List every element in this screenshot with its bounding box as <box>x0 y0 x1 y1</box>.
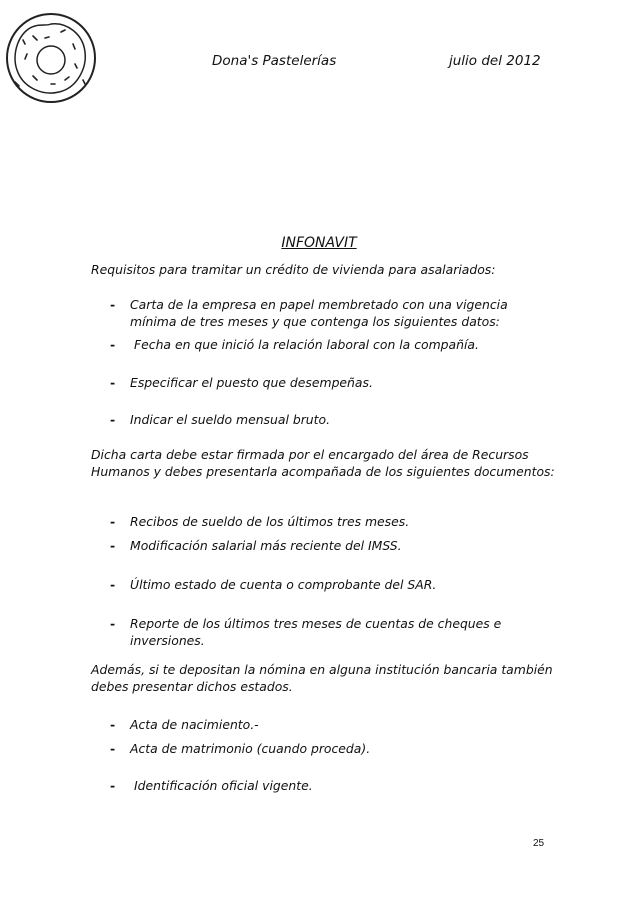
bullet-dash: - <box>110 577 116 592</box>
list-item-text: Carta de la empresa en papel membretado con una vigencia mínima de tres meses y que contenga los siguientes datos: <box>130 297 508 329</box>
list-item-text: Acta de nacimiento.- <box>130 717 259 732</box>
bullet-dash: - <box>110 412 116 427</box>
list-item <box>110 537 550 554</box>
list-item <box>110 740 550 757</box>
list-item <box>110 336 550 353</box>
bullet-dash: - <box>110 375 116 390</box>
bullet-dash: - <box>110 717 116 732</box>
list-item-text: Último estado de cuenta o comprobante del SAR. <box>130 577 437 592</box>
bullet-dash: - <box>110 616 116 631</box>
donut-logo-icon <box>3 10 99 106</box>
list-item-text: Recibos de sueldo de los últimos tres meses. <box>130 514 410 529</box>
bullet-dash: - <box>110 778 116 793</box>
list-item-text: Indicar el sueldo mensual bruto. <box>130 412 331 427</box>
list-item-text: Modificación salarial más reciente del IMSS. <box>130 538 402 553</box>
paragraph-nomina: Además, si te depositan la nómina en alguna institución bancaria también debes presentar dichos estados. <box>91 662 553 694</box>
bullet-dash: - <box>110 741 116 756</box>
list-item <box>110 777 550 794</box>
list-item <box>110 716 550 733</box>
bullet-dash: - <box>110 514 116 529</box>
list-item-text: Especificar el puesto que desempeñas. <box>130 375 373 390</box>
list-item <box>110 576 550 593</box>
list-item-text: Acta de matrimonio (cuando proceda). <box>130 741 371 756</box>
section-title: INFONAVIT <box>281 235 357 251</box>
header-company: Dona's Pastelerías <box>212 53 337 69</box>
list-item-text: Identificación oficial vigente. <box>134 778 313 793</box>
list-item <box>110 374 550 391</box>
list-item-text: Reporte de los últimos tres meses de cuentas de cheques e inversiones. <box>130 616 502 648</box>
bullet-dash: - <box>110 297 116 312</box>
header-date: julio del 2012 <box>449 53 541 69</box>
intro-paragraph: Requisitos para tramitar un crédito de vivienda para asalariados: <box>91 262 496 277</box>
list-item <box>110 615 550 649</box>
list-item <box>110 513 550 530</box>
bullet-dash: - <box>110 337 116 352</box>
bullet-dash: - <box>110 538 116 553</box>
paragraph-carta: Dicha carta debe estar firmada por el encargado del área de Recursos Humanos y debes presentarla acompañada de los siguientes documentos: <box>91 447 555 479</box>
list-item-text: Fecha en que inició la relación laboral con la compañía. <box>134 337 479 352</box>
list-item <box>110 411 550 428</box>
list-item <box>110 296 550 330</box>
page-number: 25 <box>533 838 545 849</box>
